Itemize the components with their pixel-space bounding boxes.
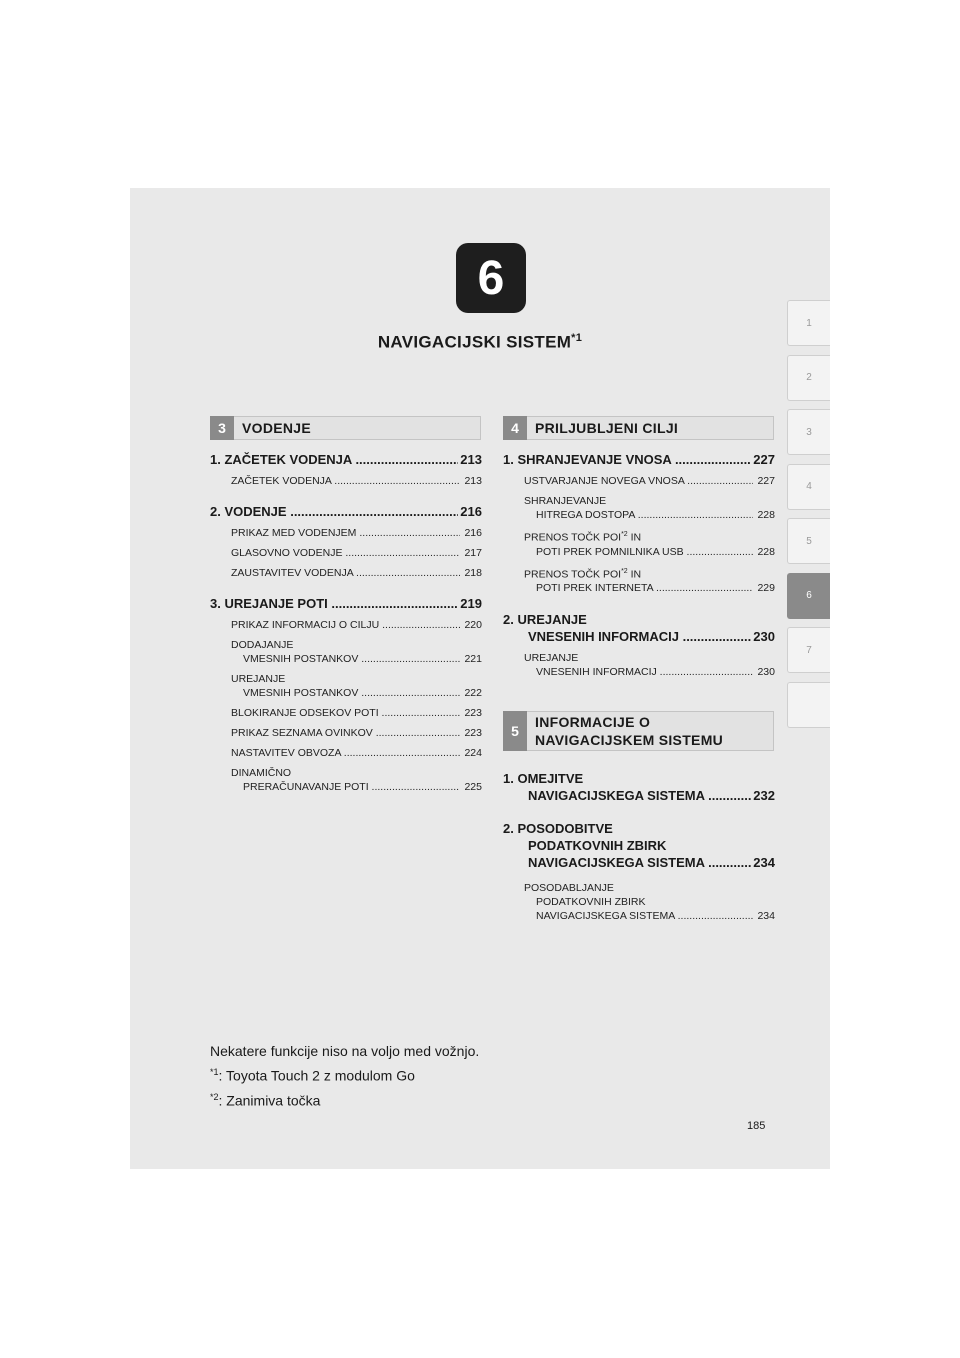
chapter-tab-blank[interactable] [787, 682, 830, 728]
availability-note: Nekatere funkcije niso na voljo med vožnjo. [210, 1043, 480, 1059]
section-5-toc [503, 770, 775, 923]
chapter-tab-2[interactable]: 2 [787, 355, 830, 401]
footnotes [210, 1043, 479, 1116]
section-3-toc [210, 451, 482, 794]
toc-entry[interactable]: ZAČETEK VODENJA ..... 213 [210, 474, 482, 488]
toc-entry[interactable]: USTVARJANJE NOVEGA VNOSA ..... 227 [503, 474, 775, 488]
toc-heading[interactable]: 2. POSODOBITVE PODATKOVNIH ZBIRK NAVIGACIJSKEGA SISTEMA ..... 234 [503, 820, 775, 871]
chapter-tab-3[interactable]: 3 [787, 409, 830, 455]
section-5-number: 5 [503, 711, 527, 751]
toc-heading[interactable]: 1. OMEJITVE NAVIGACIJSKEGA SISTEMA ..... 232 [503, 770, 775, 804]
toc-entry[interactable]: PRIKAZ SEZNAMA OVINKOV ..... 223 [210, 726, 482, 740]
section-3-title: VODENJE [242, 420, 312, 436]
page-number: 185 [747, 1120, 766, 1132]
toc-entry[interactable]: PRIKAZ MED VODENJEM ..... 216 [210, 526, 482, 540]
section-3-header [210, 416, 481, 440]
section-4-number: 4 [503, 416, 527, 440]
toc-entry[interactable]: SHRANJEVANJE HITREGA DOSTOPA ..... 228 [503, 494, 775, 522]
chapter-tab-5[interactable]: 5 [787, 518, 830, 564]
chapter-tab-4[interactable]: 4 [787, 464, 830, 510]
toc-entry[interactable]: UREJANJE VMESNIH POSTANKOV ..... 222 [210, 672, 482, 700]
chapter-tab-7[interactable]: 7 [787, 627, 830, 673]
toc-entry[interactable]: DINAMIČNO PRERAČUNAVANJE POTI ..... 225 [210, 766, 482, 794]
toc-heading[interactable]: 1. ZAČETEK VODENJA ..... 213 [210, 451, 482, 468]
toc-entry[interactable]: ZAUSTAVITEV VODENJA ..... 218 [210, 566, 482, 580]
chapter-tabs [787, 300, 830, 736]
chapter-title [130, 332, 830, 353]
section-3-number: 3 [210, 416, 234, 440]
footnote-1: $^{*1}$: Toyota Touch 2 z modulom Go [210, 1067, 415, 1084]
toc-entry[interactable]: UREJANJE VNESENIH INFORMACIJ ..... 230 [503, 651, 775, 679]
toc-entry[interactable]: DODAJANJE VMESNIH POSTANKOV ..... 221 [210, 638, 482, 666]
chapter-title-footnote-mark: *1 [571, 332, 583, 344]
toc-entry[interactable]: PRENOS TOČK POI$^{*2}$ IN POTI PREK POMNILNIKA USB ..... 228 [503, 528, 775, 559]
toc-entry[interactable]: BLOKIRANJE ODSEKOV POTI ..... 223 [210, 706, 482, 720]
toc-heading[interactable]: 3. UREJANJE POTI ..... 219 [210, 595, 482, 612]
section-4-toc [503, 451, 775, 679]
toc-entry[interactable]: NASTAVITEV OBVOZA ..... 224 [210, 746, 482, 760]
section-4-header [503, 416, 774, 440]
toc-heading[interactable]: 2. UREJANJE VNESENIH INFORMACIJ ..... 230 [503, 611, 775, 645]
footnote-2: $^{*2}$: Zanimiva točka [210, 1091, 321, 1109]
chapter-number-badge: 6 [456, 243, 526, 313]
chapter-tab-6-active[interactable]: 6 [787, 573, 830, 619]
toc-entry[interactable]: PRIKAZ INFORMACIJ O CILJU ..... 220 [210, 618, 482, 632]
chapter-title-text: NAVIGACIJSKI SISTEM [377, 332, 572, 352]
chapter-tab-1[interactable]: 1 [787, 300, 830, 346]
toc-entry[interactable]: GLASOVNO VODENJE ..... 217 [210, 546, 482, 560]
section-5-header [503, 711, 774, 751]
toc-heading[interactable]: 2. VODENJE ..... 216 [210, 503, 482, 520]
section-5-title: INFORMACIJE O NAVIGACIJSKEM SISTEMU [535, 714, 724, 748]
toc-heading[interactable]: 1. SHRANJEVANJE VNOSA ..... 227 [503, 451, 775, 468]
toc-entry[interactable]: POSODABLJANJE PODATKOVNIH ZBIRK NAVIGACIJSKEGA SISTEMA ..... 234 [503, 881, 775, 923]
toc-entry[interactable]: PRENOS TOČK POI$^{*2}$ IN POTI PREK INTERNETA ..... 229 [503, 565, 775, 596]
section-4-title: PRILJUBLJENI CILJI [535, 420, 679, 436]
